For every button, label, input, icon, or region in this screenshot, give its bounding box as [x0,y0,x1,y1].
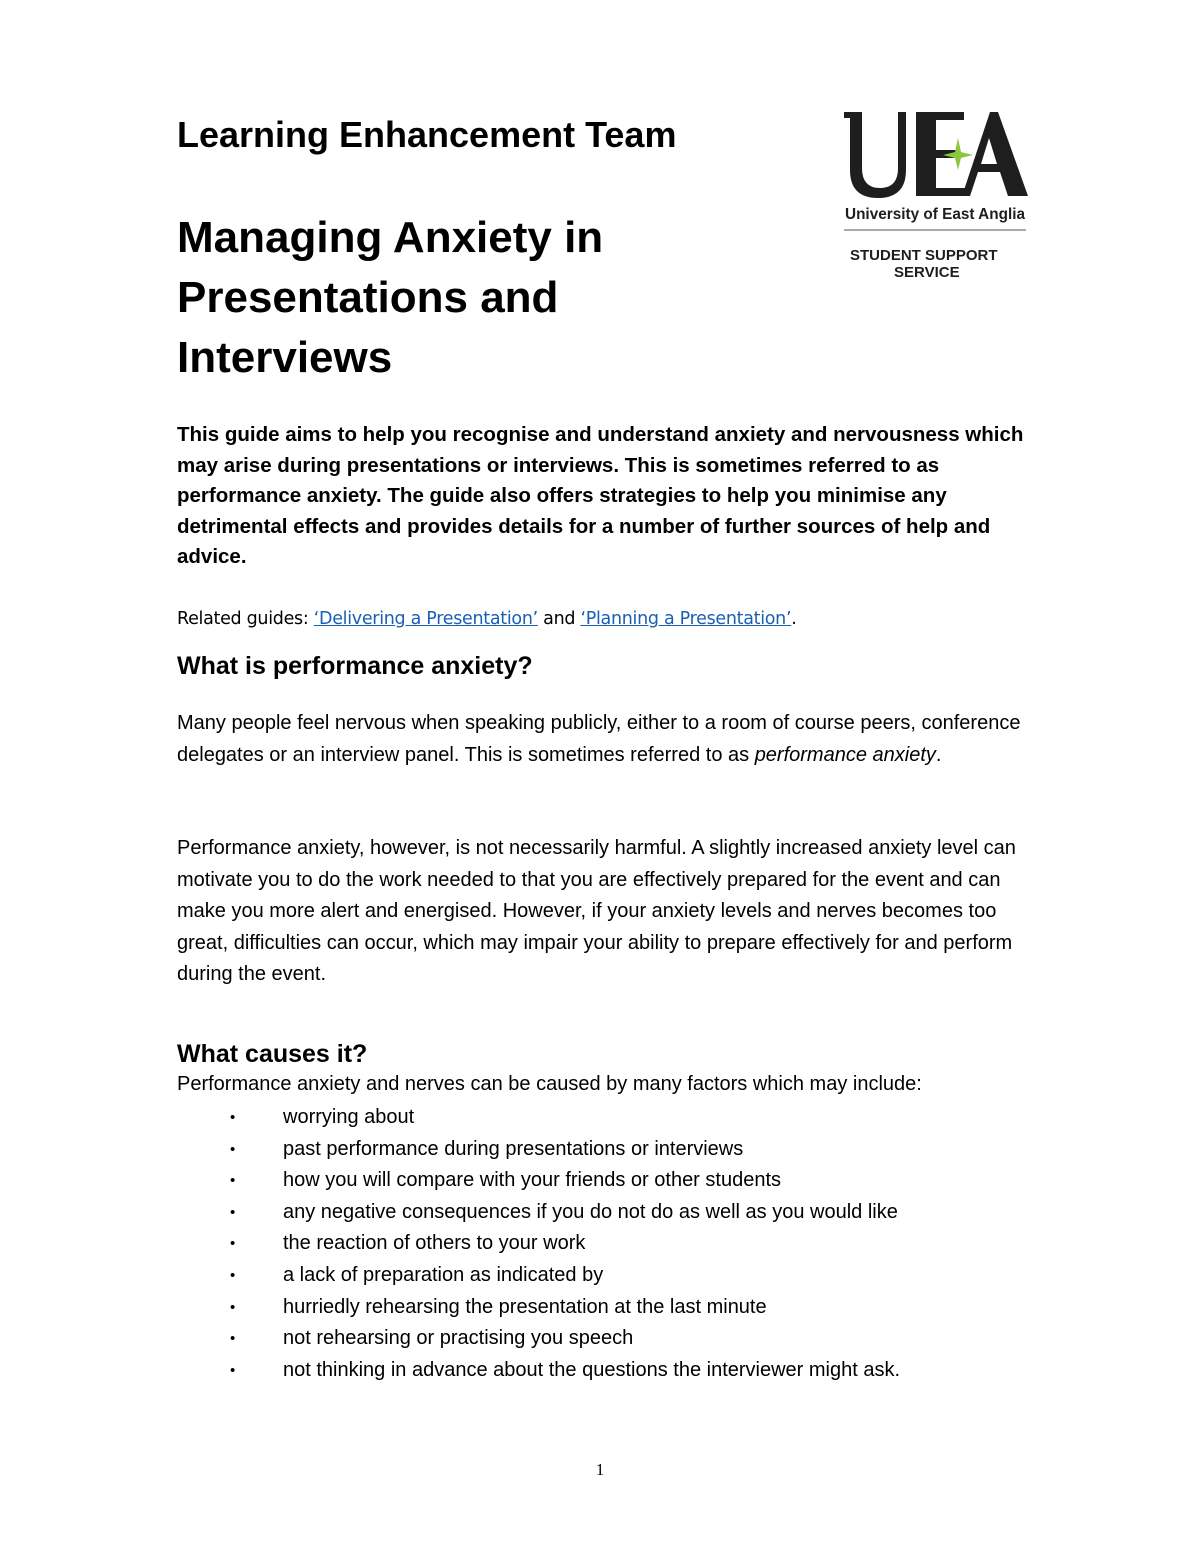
list-item: • the reaction of others to your work [230,1228,900,1260]
title-line-3: Interviews [177,333,393,382]
document-title [177,208,777,388]
logo-star [943,138,973,170]
heading-what-causes-it: What causes it? [177,1040,368,1068]
performance-anxiety-term: performance anxiety [754,743,936,766]
page-number: 1 [595,1460,605,1479]
list-item: • not rehearsing or practising you speech [230,1323,900,1355]
title-line-1: Managing Anxiety in [177,213,604,262]
heading-what-is-performance-anxiety: What is performance anxiety? [177,652,533,680]
list-item: • hurriedly rehearsing the presentation at the last minute [230,1292,900,1324]
logo-letter-u [844,112,906,198]
team-title: Learning Enhancement Team [177,114,677,155]
list-item: • not thinking in advance about the questions the interviewer might ask. [230,1355,900,1387]
list-item: • worrying about [230,1102,900,1134]
logo-service-line-1: STUDENT SUPPORT [850,247,998,264]
uea-student-support-logo [840,108,1030,283]
paragraph-causes-intro: Performance anxiety and nerves can be caused by many factors which may include: [177,1073,922,1095]
list-item: • past performance during presentations or interviews [230,1134,900,1166]
list-item: • how you will compare with your friends or other students [230,1165,900,1197]
paragraph-nervous-end: . [935,743,942,766]
related-prefix: Related guides: [177,609,314,629]
intro-paragraph: This guide aims to help you recognise and understand anxiety and nervousness which may arise during presentations or interviews. This is sometimes referred to as performance anxiety. The guide also offers strategies to help you minimise any detrimental effects and provides details for a number of further sources of help and advice. [177,423,1024,568]
logo-university-name: University of East Anglia [845,206,1026,223]
link-planning-a-presentation[interactable]: ‘Planning a Presentation’ [580,609,792,629]
logo-letter-a [962,112,1028,196]
related-guides [177,606,796,632]
paragraph-not-harmful: Performance anxiety, however, is not necessarily harmful. A slightly increased anxiety level can motivate you to do the work needed to that you are effectively prepared for the event and can make you more alert and energised. However, if your anxiety levels and nerves becomes too great, difficulties can occur, which may impair your ability to prepare effectively for and perform during the event. [177,837,1016,985]
link-delivering-a-presentation[interactable]: ‘Delivering a Presentation’ [313,609,538,629]
list-item: • any negative consequences if you do not do as well as you would like [230,1197,900,1229]
paragraph-nervous-text: Many people feel nervous when speaking publicly, either to a room of course peers, conference delegates or an interview panel. This is sometimes referred to as [177,712,1021,766]
related-middle: and [537,609,581,629]
paragraph-nervous-speaking [177,708,1037,771]
list-item: • a lack of preparation as indicated by [230,1260,900,1292]
causes-list [230,1102,900,1386]
logo-service-line-2: SERVICE [894,264,960,281]
title-line-2: Presentations and [177,273,559,322]
related-suffix: . [791,609,797,629]
